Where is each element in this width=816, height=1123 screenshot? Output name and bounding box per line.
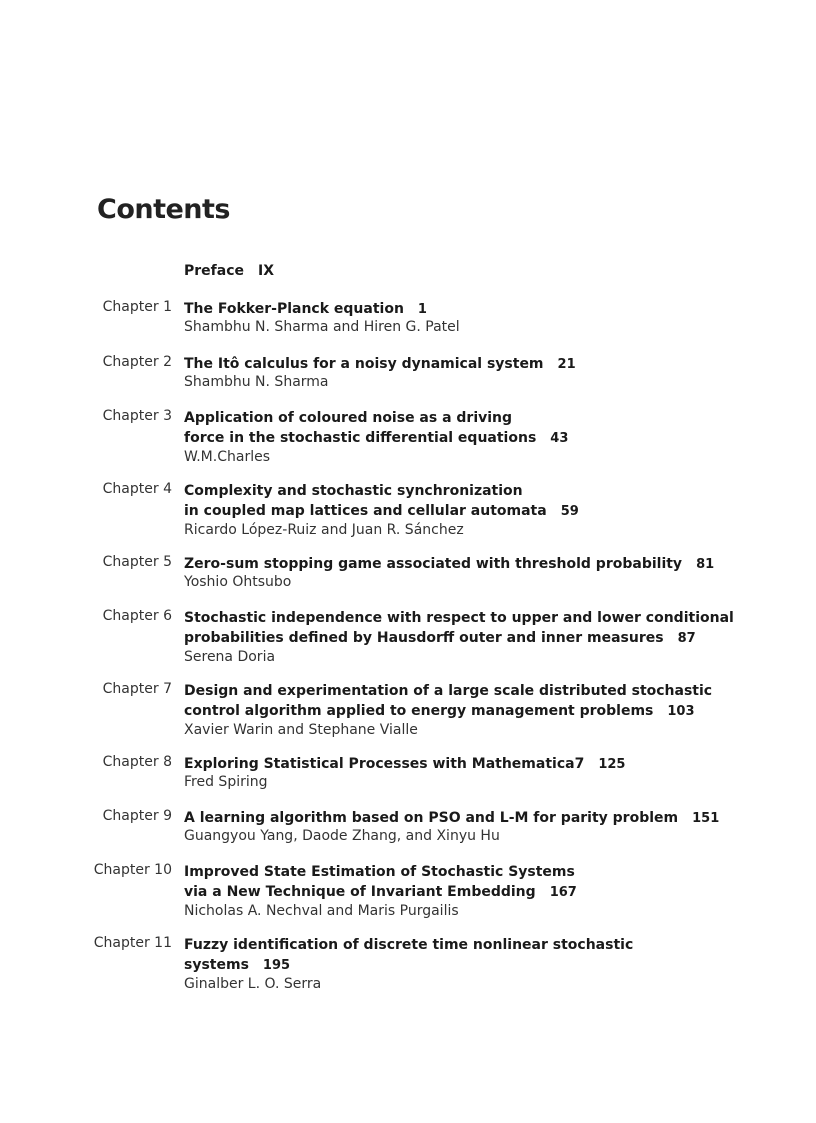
chapter-title[interactable]: Zero-sum stopping game associated with threshold probability <box>184 556 683 572</box>
chapter-authors: Xavier Warin and Stephane Vialle <box>184 721 418 738</box>
chapter-label: Chapter 9 <box>102 808 172 824</box>
preface-label: Preface <box>184 263 244 279</box>
chapter-title[interactable]: Improved State Estimation of Stochastic Systems via a New Technique of Invariant Embedding <box>184 864 575 901</box>
chapter-title[interactable]: Design and experimentation of a large scale distributed stochastic control algorithm applied to energy management problems <box>184 683 713 720</box>
chapter-authors: Shambhu N. Sharma <box>184 374 329 391</box>
chapter-authors: Shambhu N. Sharma and Hiren G. Patel <box>184 319 460 336</box>
chapter-title[interactable]: A learning algorithm based on PSO and L-M for parity problem <box>184 810 679 826</box>
preface-page: IX <box>258 263 275 279</box>
chapter-page: 195 <box>262 958 291 974</box>
chapter-title[interactable]: The Itô calculus for a noisy dynamical system <box>184 356 544 372</box>
chapter-title[interactable]: Exploring Statistical Processes with Mathematica7 <box>184 756 585 772</box>
chapter-authors: Ricardo López-Ruiz and Juan R. Sánchez <box>184 521 464 538</box>
chapter-authors: Serena Doria <box>184 648 276 665</box>
chapter-page: 81 <box>696 557 715 572</box>
chapter-label: Chapter 8 <box>102 754 172 770</box>
chapter-title[interactable]: Stochastic independence with respect to upper and lower conditional probabilities defined by Hausdorff outer and inner measures <box>184 610 734 647</box>
chapter-authors: Guangyou Yang, Daode Zhang, and Xinyu Hu <box>184 828 500 845</box>
chapter-page: 103 <box>667 704 695 720</box>
chapter-label: Chapter 5 <box>102 554 172 570</box>
chapter-label: Chapter 2 <box>102 354 172 370</box>
preface-entry[interactable] <box>184 262 274 280</box>
chapter-title[interactable]: Fuzzy identification of discrete time nonlinear stochastic systems <box>184 937 634 974</box>
chapter-page: 125 <box>598 757 626 772</box>
chapter-title[interactable]: Application of coloured noise as a driving force in the stochastic differential equations <box>184 410 537 447</box>
chapter-label: Chapter 10 <box>93 862 172 878</box>
chapter-authors: Nicholas A. Nechval and Maris Purgailis <box>184 902 459 919</box>
chapter-label: Chapter 7 <box>102 681 172 697</box>
chapter-label: Chapter 3 <box>102 408 172 424</box>
chapter-page: 43 <box>550 431 569 447</box>
chapter-label: Chapter 11 <box>93 935 172 951</box>
chapter-title[interactable]: Complexity and stochastic synchronization in coupled map lattices and cellular automata <box>184 483 547 520</box>
chapter-page: 21 <box>557 357 576 372</box>
chapter-page: 1 <box>417 302 427 317</box>
chapter-label: Chapter 4 <box>102 481 172 497</box>
chapter-page: 167 <box>549 885 577 901</box>
chapter-label: Chapter 1 <box>102 299 172 315</box>
chapter-authors: Fred Spiring <box>184 774 268 791</box>
chapter-authors: Yoshio Ohtsubo <box>184 574 292 591</box>
chapter-page: 87 <box>677 631 696 647</box>
chapter-authors: Ginalber L. O. Serra <box>184 975 322 992</box>
chapter-page: 59 <box>560 504 579 520</box>
chapter-page: 151 <box>692 811 720 826</box>
page-title: Contents <box>97 194 231 225</box>
chapter-title[interactable]: The Fokker-Planck equation <box>184 301 404 317</box>
chapter-authors: W.M.Charles <box>184 448 270 465</box>
chapter-label: Chapter 6 <box>102 608 172 624</box>
